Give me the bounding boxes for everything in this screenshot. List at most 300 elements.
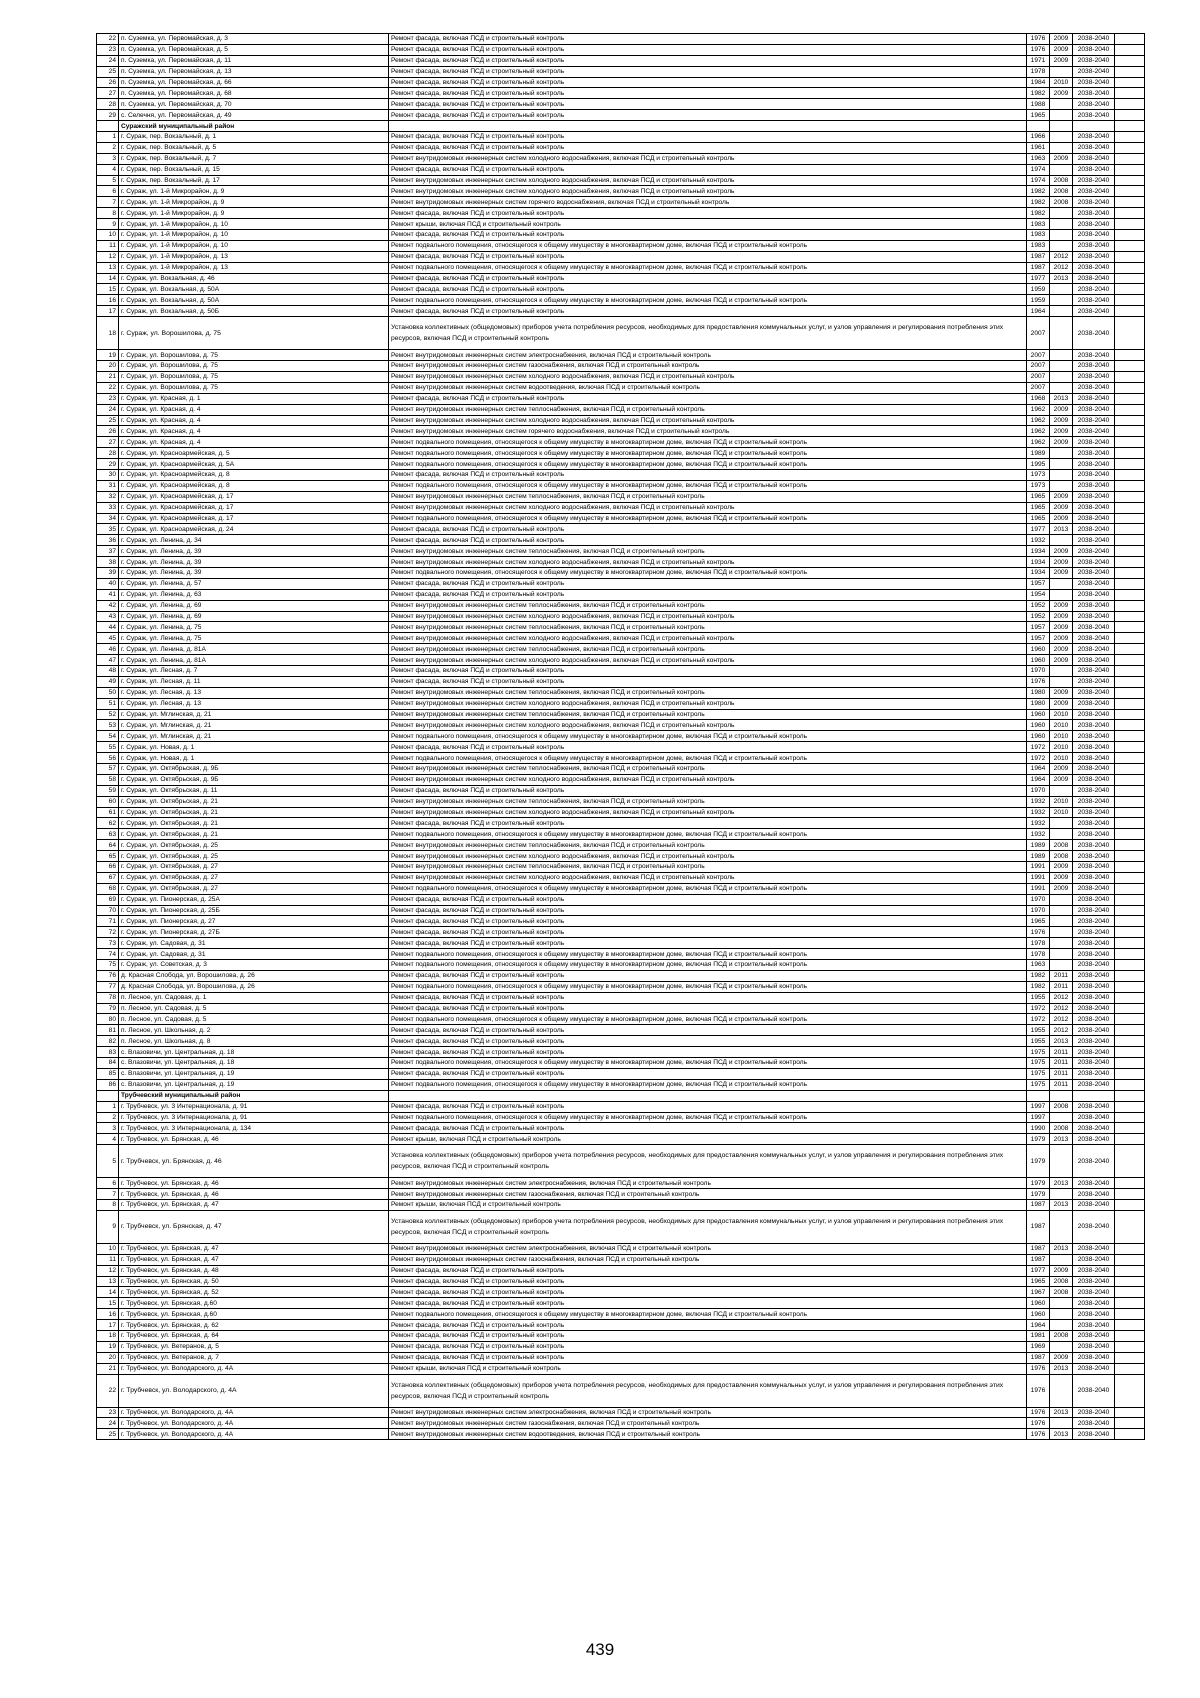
row-last-repair-year: 2011 (1050, 1079, 1073, 1090)
row-extra-cell (1115, 448, 1145, 459)
row-address: г. Сураж, ул. Пионерская, д. 27Б (119, 927, 389, 938)
row-number: 15 (97, 1298, 119, 1309)
row-build-year: 1962 (1027, 404, 1050, 415)
row-last-repair-year (1050, 1112, 1073, 1123)
row-build-year: 1982 (1027, 186, 1050, 197)
row-planned-period: 2038-2040 (1073, 415, 1115, 426)
table-row (97, 709, 1145, 720)
row-number: 29 (97, 459, 119, 470)
row-last-repair-year: 2008 (1050, 1101, 1073, 1112)
row-extra-cell (1115, 992, 1145, 1003)
row-build-year: 1959 (1027, 295, 1050, 306)
row-number: 23 (97, 44, 119, 55)
row-address: Трубчевский муниципальный район (119, 1090, 389, 1101)
section-row (97, 121, 1145, 132)
table-row (97, 1068, 1145, 1079)
row-extra-cell (1115, 1058, 1145, 1069)
row-build-year: 1983 (1027, 219, 1050, 230)
row-extra-cell (1115, 1189, 1145, 1200)
row-work-type: Ремонт внутридомовых инженерных систем холодного водоснабжения, включая ПСД и строительный контроль (389, 175, 1027, 186)
page-number: 439 (585, 1640, 615, 1659)
row-planned-period: 2038-2040 (1073, 1243, 1115, 1254)
row-last-repair-year: 2010 (1050, 807, 1073, 818)
row-work-type: Ремонт фасада, включая ПСД и строительный контроль (389, 110, 1027, 121)
table-row (97, 665, 1145, 676)
row-work-type: Ремонт крыши, включая ПСД и строительный контроль (389, 1199, 1027, 1210)
row-build-year (1027, 121, 1050, 132)
row-planned-period: 2038-2040 (1073, 502, 1115, 513)
row-address: г. Сураж, ул. Ворошилова, д. 75 (119, 382, 389, 393)
row-number: 9 (97, 219, 119, 230)
row-address: г. Сураж, ул. Ворошилова, д. 75 (119, 361, 389, 372)
table-row (97, 785, 1145, 796)
row-last-repair-year: 2010 (1050, 796, 1073, 807)
row-extra-cell (1115, 284, 1145, 295)
row-planned-period: 2038-2040 (1073, 1265, 1115, 1276)
table-row (97, 687, 1145, 698)
table-row (97, 55, 1145, 66)
row-build-year: 1976 (1027, 44, 1050, 55)
row-address: г. Сураж, пер. Вокзальный, д. 1 (119, 132, 389, 143)
table-row (97, 578, 1145, 589)
row-work-type: Ремонт фасада, включая ПСД и строительный контроль (389, 393, 1027, 404)
row-address: г. Сураж, ул. 1-й Микрорайон, д. 9 (119, 208, 389, 219)
row-work-type: Ремонт внутридомовых инженерных систем теплоснабжения, включая ПСД и строительный контроль (389, 622, 1027, 633)
row-build-year: 1976 (1027, 34, 1050, 45)
row-work-type: Ремонт фасада, включая ПСД и строительный контроль (389, 1068, 1027, 1079)
row-build-year: 1983 (1027, 240, 1050, 251)
row-extra-cell (1115, 709, 1145, 720)
row-extra-cell (1115, 1418, 1145, 1429)
row-work-type: Ремонт подвального помещения, относящегося к общему имуществу в многоквартирном доме, включая ПСД и строительный контроль (389, 448, 1027, 459)
row-number: 31 (97, 480, 119, 491)
row-extra-cell (1115, 600, 1145, 611)
row-build-year: 1932 (1027, 807, 1050, 818)
row-build-year: 1960 (1027, 709, 1050, 720)
row-extra-cell (1115, 796, 1145, 807)
row-number: 20 (97, 1352, 119, 1363)
row-address: г. Сураж, ул. Лесная, д. 11 (119, 676, 389, 687)
row-number: 54 (97, 731, 119, 742)
row-work-type: Ремонт фасада, включая ПСД и строительный контроль (389, 916, 1027, 927)
row-number: 44 (97, 622, 119, 633)
row-address: д. Красная Слобода, ул. Ворошилова, д. 26 (119, 981, 389, 992)
row-number: 3 (97, 153, 119, 164)
row-work-type: Ремонт фасада, включая ПСД и строительный контроль (389, 970, 1027, 981)
row-extra-cell (1115, 1134, 1145, 1145)
row-work-type: Ремонт подвального помещения, относящегося к общему имуществу в многоквартирном доме, включая ПСД и строительный контроль (389, 731, 1027, 742)
table-row (97, 1145, 1145, 1178)
table-row (97, 459, 1145, 470)
row-last-repair-year: 2012 (1050, 992, 1073, 1003)
row-work-type: Ремонт фасада, включая ПСД и строительный контроль (389, 676, 1027, 687)
table-row (97, 491, 1145, 502)
row-address: г. Трубчевск, ул. Брянская, д. 47 (119, 1199, 389, 1210)
row-number: 11 (97, 240, 119, 251)
table-row (97, 742, 1145, 753)
row-work-type: Ремонт внутридомовых инженерных систем холодного водоснабжения, включая ПСД и строительный контроль (389, 807, 1027, 818)
row-work-type: Ремонт внутридомовых инженерных систем холодного водоснабжения, включая ПСД и строительный контроль (389, 655, 1027, 666)
row-number: 74 (97, 949, 119, 960)
row-planned-period: 2038-2040 (1073, 142, 1115, 153)
row-address: п. Суземка, ул. Первомайская, д. 70 (119, 99, 389, 110)
row-planned-period: 2038-2040 (1073, 589, 1115, 600)
row-work-type: Ремонт фасада, включая ПСД и строительный контроль (389, 1047, 1027, 1058)
row-address: г. Сураж, ул. Ленина, д. 63 (119, 589, 389, 600)
row-extra-cell (1115, 807, 1145, 818)
row-address: г. Сураж, ул. Ворошилова, д. 75 (119, 371, 389, 382)
row-extra-cell (1115, 350, 1145, 361)
row-number: 46 (97, 644, 119, 655)
row-planned-period: 2038-2040 (1073, 251, 1115, 262)
row-build-year: 1981 (1027, 1330, 1050, 1341)
row-address: с. Влазовичи, ул. Центральная, д. 19 (119, 1079, 389, 1090)
table-row (97, 415, 1145, 426)
row-address: г. Сураж, ул. Ленина, д. 39 (119, 557, 389, 568)
row-planned-period: 2038-2040 (1073, 1101, 1115, 1112)
row-address: г. Сураж, ул. Ленина, д. 57 (119, 578, 389, 589)
row-build-year: 1963 (1027, 153, 1050, 164)
table-row (97, 1363, 1145, 1374)
row-planned-period: 2038-2040 (1073, 1036, 1115, 1047)
row-number: 60 (97, 796, 119, 807)
row-build-year: 1997 (1027, 1112, 1050, 1123)
row-extra-cell (1115, 164, 1145, 175)
row-build-year: 1975 (1027, 1047, 1050, 1058)
row-last-repair-year: 2009 (1050, 774, 1073, 785)
row-last-repair-year: 2013 (1050, 1199, 1073, 1210)
row-work-type: Ремонт фасада, включая ПСД и строительный контроль (389, 66, 1027, 77)
row-last-repair-year: 2013 (1050, 1363, 1073, 1374)
row-planned-period: 2038-2040 (1073, 1025, 1115, 1036)
row-planned-period: 2038-2040 (1073, 1047, 1115, 1058)
row-last-repair-year (1050, 1309, 1073, 1320)
row-extra-cell (1115, 110, 1145, 121)
row-extra-cell (1115, 960, 1145, 971)
row-work-type: Ремонт внутридомовых инженерных систем электроснабжения, включая ПСД и строительный контроль (389, 1243, 1027, 1254)
row-address: г. Трубчевск, ул. Брянская, д. 46 (119, 1189, 389, 1200)
row-number: 24 (97, 404, 119, 415)
row-build-year: 1966 (1027, 132, 1050, 143)
row-build-year: 1990 (1027, 1123, 1050, 1134)
row-work-type: Ремонт крыши, включая ПСД и строительный контроль (389, 1363, 1027, 1374)
row-planned-period: 2038-2040 (1073, 655, 1115, 666)
row-address: г. Сураж, ул. 1-й Микрорайон, д. 13 (119, 262, 389, 273)
row-build-year: 1962 (1027, 415, 1050, 426)
row-last-repair-year: 2012 (1050, 1025, 1073, 1036)
row-extra-cell (1115, 1036, 1145, 1047)
row-work-type: Ремонт внутридомовых инженерных систем электроснабжения, включая ПСД и строительный контроль (389, 1407, 1027, 1418)
row-last-repair-year (1050, 1254, 1073, 1265)
row-last-repair-year (1050, 916, 1073, 927)
table-row (97, 872, 1145, 883)
row-extra-cell (1115, 981, 1145, 992)
row-last-repair-year (1050, 960, 1073, 971)
row-address: г. Трубчевск, ул. 3 Интернационала, д. 91 (119, 1101, 389, 1112)
row-extra-cell (1115, 1265, 1145, 1276)
table-row (97, 633, 1145, 644)
row-number: 85 (97, 1068, 119, 1079)
row-last-repair-year: 2008 (1050, 851, 1073, 862)
table-row (97, 350, 1145, 361)
row-extra-cell (1115, 1352, 1145, 1363)
row-number: 76 (97, 970, 119, 981)
row-number: 15 (97, 284, 119, 295)
row-extra-cell (1115, 175, 1145, 186)
row-number: 48 (97, 665, 119, 676)
row-build-year: 1968 (1027, 393, 1050, 404)
row-planned-period: 2038-2040 (1073, 1429, 1115, 1440)
table-row (97, 1101, 1145, 1112)
row-address: г. Сураж, ул. Ленина, д. 34 (119, 535, 389, 546)
row-work-type: Ремонт внутридомовых инженерных систем теплоснабжения, включая ПСД и строительный контроль (389, 764, 1027, 775)
row-work-type: Ремонт фасада, включая ПСД и строительный контроль (389, 469, 1027, 480)
row-extra-cell (1115, 153, 1145, 164)
row-build-year: 1970 (1027, 894, 1050, 905)
row-work-type: Ремонт крыши, включая ПСД и строительный контроль (389, 1134, 1027, 1145)
row-build-year: 1982 (1027, 208, 1050, 219)
row-last-repair-year (1050, 1145, 1073, 1178)
row-work-type: Установка коллективных (общедомовых) приборов учета потребления ресурсов, необходимых для предоставления коммунальных услуг, и узлов управления и регулирования потребления этих ресурсов, включая ПСД и строительный контроль (389, 1210, 1027, 1243)
row-number: 43 (97, 611, 119, 622)
row-extra-cell (1115, 1210, 1145, 1243)
row-planned-period: 2038-2040 (1073, 872, 1115, 883)
table-row (97, 807, 1145, 818)
table-row (97, 251, 1145, 262)
document-sheet (96, 33, 1144, 1440)
row-extra-cell (1115, 720, 1145, 731)
row-build-year: 1957 (1027, 622, 1050, 633)
row-number: 67 (97, 872, 119, 883)
row-build-year: 1960 (1027, 1309, 1050, 1320)
row-extra-cell (1115, 1090, 1145, 1101)
row-build-year: 1965 (1027, 502, 1050, 513)
row-last-repair-year: 2009 (1050, 513, 1073, 524)
table-row (97, 611, 1145, 622)
row-address: г. Сураж, ул. Лесная, д. 7 (119, 665, 389, 676)
table-row (97, 1429, 1145, 1440)
row-last-repair-year: 2010 (1050, 709, 1073, 720)
table-row (97, 1047, 1145, 1058)
row-work-type: Ремонт фасада, включая ПСД и строительный контроль (389, 535, 1027, 546)
row-extra-cell (1115, 513, 1145, 524)
row-build-year: 1973 (1027, 480, 1050, 491)
table-row (97, 981, 1145, 992)
row-extra-cell (1115, 491, 1145, 502)
row-planned-period: 2038-2040 (1073, 1189, 1115, 1200)
row-extra-cell (1115, 1003, 1145, 1014)
row-build-year: 2007 (1027, 350, 1050, 361)
row-build-year: 1965 (1027, 491, 1050, 502)
table-row (97, 1014, 1145, 1025)
row-address: г. Сураж, ул. Красноармейская, д. 8 (119, 469, 389, 480)
row-last-repair-year: 2008 (1050, 186, 1073, 197)
row-address: г. Сураж, ул. Октябрьская, д. 27 (119, 883, 389, 894)
row-work-type: Ремонт фасада, включая ПСД и строительный контроль (389, 665, 1027, 676)
row-number: 26 (97, 426, 119, 437)
row-address: г. Сураж, ул. Красная, д. 4 (119, 404, 389, 415)
row-build-year: 1934 (1027, 546, 1050, 557)
row-work-type: Ремонт внутридомовых инженерных систем теплоснабжения, включая ПСД и строительный контроль (389, 840, 1027, 851)
row-extra-cell (1115, 1145, 1145, 1178)
row-planned-period: 2038-2040 (1073, 88, 1115, 99)
row-work-type: Ремонт внутридомовых инженерных систем холодного водоснабжения, включая ПСД и строительный контроль (389, 633, 1027, 644)
row-last-repair-year (1050, 121, 1073, 132)
row-number: 14 (97, 273, 119, 284)
row-last-repair-year: 2013 (1050, 1407, 1073, 1418)
row-extra-cell (1115, 132, 1145, 143)
table-row (97, 469, 1145, 480)
row-address: г. Сураж, ул. Ленина, д. 81А (119, 655, 389, 666)
row-work-type: Ремонт фасада, включая ПСД и строительный контроль (389, 230, 1027, 241)
row-planned-period: 2038-2040 (1073, 480, 1115, 491)
table-row (97, 77, 1145, 88)
row-last-repair-year: 2009 (1050, 546, 1073, 557)
row-address: г. Сураж, ул. Пионерская, д. 25Б (119, 905, 389, 916)
row-number: 56 (97, 753, 119, 764)
table-row (97, 546, 1145, 557)
row-address: г. Трубчевск, ул. Брянская, д. 50 (119, 1276, 389, 1287)
row-address: с. Влазовичи, ул. Центральная, д. 19 (119, 1068, 389, 1079)
row-work-type: Ремонт подвального помещения, относящегося к общему имуществу в многоквартирном доме, включая ПСД и строительный контроль (389, 567, 1027, 578)
row-extra-cell (1115, 698, 1145, 709)
row-extra-cell (1115, 731, 1145, 742)
row-work-type: Ремонт внутридомовых инженерных систем теплоснабжения, включая ПСД и строительный контроль (389, 862, 1027, 873)
row-last-repair-year: 2009 (1050, 872, 1073, 883)
table-row (97, 818, 1145, 829)
row-address: г. Сураж, пер. Вокзальный, д. 7 (119, 153, 389, 164)
row-extra-cell (1115, 197, 1145, 208)
row-work-type: Ремонт подвального помещения, относящегося к общему имуществу в многоквартирном доме, включая ПСД и строительный контроль (389, 1079, 1027, 1090)
row-extra-cell (1115, 306, 1145, 317)
table-row (97, 142, 1145, 153)
row-planned-period: 2038-2040 (1073, 764, 1115, 775)
row-build-year: 1970 (1027, 665, 1050, 676)
row-number: 18 (97, 1330, 119, 1341)
row-planned-period: 2038-2040 (1073, 513, 1115, 524)
row-extra-cell (1115, 1374, 1145, 1407)
row-build-year: 1965 (1027, 110, 1050, 121)
table-row (97, 557, 1145, 568)
row-planned-period: 2038-2040 (1073, 382, 1115, 393)
row-number: 11 (97, 1254, 119, 1265)
table-row (97, 862, 1145, 873)
row-planned-period: 2038-2040 (1073, 753, 1115, 764)
row-build-year: 1972 (1027, 742, 1050, 753)
row-last-repair-year: 2008 (1050, 1330, 1073, 1341)
row-last-repair-year (1050, 142, 1073, 153)
row-build-year: 1955 (1027, 1036, 1050, 1047)
row-build-year: 1957 (1027, 578, 1050, 589)
row-planned-period: 2038-2040 (1073, 197, 1115, 208)
table-row (97, 731, 1145, 742)
row-planned-period: 2038-2040 (1073, 1178, 1115, 1189)
row-build-year: 1979 (1027, 1145, 1050, 1178)
row-extra-cell (1115, 905, 1145, 916)
row-last-repair-year (1050, 132, 1073, 143)
table-row (97, 132, 1145, 143)
row-work-type: Ремонт внутридомовых инженерных систем горячего водоснабжения, включая ПСД и строительный контроль (389, 426, 1027, 437)
row-number: 37 (97, 546, 119, 557)
row-address: г. Сураж, ул. Советская, д. 3 (119, 960, 389, 971)
row-last-repair-year: 2009 (1050, 622, 1073, 633)
table-row (97, 284, 1145, 295)
row-number: 17 (97, 306, 119, 317)
row-work-type: Ремонт фасада, включая ПСД и строительный контроль (389, 1287, 1027, 1298)
row-last-repair-year: 2013 (1050, 1134, 1073, 1145)
row-address: г. Сураж, ул. 1-й Микрорайон, д. 10 (119, 240, 389, 251)
row-planned-period: 2038-2040 (1073, 970, 1115, 981)
row-extra-cell (1115, 295, 1145, 306)
row-last-repair-year: 2013 (1050, 524, 1073, 535)
row-number: 52 (97, 709, 119, 720)
table-row (97, 753, 1145, 764)
row-last-repair-year (1050, 578, 1073, 589)
row-planned-period: 2038-2040 (1073, 1014, 1115, 1025)
row-last-repair-year (1050, 665, 1073, 676)
row-address: г. Сураж, ул. Октябрьская, д. 25 (119, 840, 389, 851)
row-planned-period: 2038-2040 (1073, 1134, 1115, 1145)
row-last-repair-year (1050, 785, 1073, 796)
row-build-year: 1970 (1027, 905, 1050, 916)
table-row (97, 393, 1145, 404)
row-extra-cell (1115, 764, 1145, 775)
row-build-year: 1984 (1027, 77, 1050, 88)
row-number: 58 (97, 774, 119, 785)
row-work-type: Ремонт внутридомовых инженерных систем теплоснабжения, включая ПСД и строительный контроль (389, 644, 1027, 655)
row-extra-cell (1115, 851, 1145, 862)
row-last-repair-year: 2012 (1050, 251, 1073, 262)
row-planned-period: 2038-2040 (1073, 262, 1115, 273)
row-last-repair-year (1050, 894, 1073, 905)
row-address: г. Трубчевск, ул. Володарского, д. 4А (119, 1418, 389, 1429)
row-extra-cell (1115, 1363, 1145, 1374)
row-work-type: Ремонт подвального помещения, относящегося к общему имуществу в многоквартирном доме, включая ПСД и строительный контроль (389, 960, 1027, 971)
row-work-type: Ремонт подвального помещения, относящегося к общему имуществу в многоквартирном доме, включая ПСД и строительный контроль (389, 513, 1027, 524)
table-row (97, 262, 1145, 273)
row-planned-period: 2038-2040 (1073, 1374, 1115, 1407)
table-row (97, 175, 1145, 186)
row-address: г. Сураж, ул. 1-й Микрорайон, д. 9 (119, 197, 389, 208)
row-build-year: 1960 (1027, 644, 1050, 655)
table-row (97, 513, 1145, 524)
row-build-year: 1972 (1027, 1014, 1050, 1025)
row-planned-period: 2038-2040 (1073, 709, 1115, 720)
row-planned-period: 2038-2040 (1073, 350, 1115, 361)
row-number: 66 (97, 862, 119, 873)
row-work-type: Ремонт внутридомовых инженерных систем теплоснабжения, включая ПСД и строительный контроль (389, 687, 1027, 698)
row-planned-period: 2038-2040 (1073, 862, 1115, 873)
row-last-repair-year: 2009 (1050, 55, 1073, 66)
row-build-year: 1932 (1027, 818, 1050, 829)
row-extra-cell (1115, 1101, 1145, 1112)
table-row (97, 1036, 1145, 1047)
row-last-repair-year (1050, 295, 1073, 306)
row-planned-period: 2038-2040 (1073, 153, 1115, 164)
row-number: 26 (97, 77, 119, 88)
row-build-year: 1979 (1027, 1178, 1050, 1189)
row-build-year: 1952 (1027, 611, 1050, 622)
row-work-type: Ремонт фасада, включая ПСД и строительный контроль (389, 992, 1027, 1003)
row-address: п. Лесное, ул. Школьная, д. 2 (119, 1025, 389, 1036)
row-extra-cell (1115, 862, 1145, 873)
row-build-year: 1955 (1027, 992, 1050, 1003)
table-row (97, 230, 1145, 241)
row-number: 62 (97, 818, 119, 829)
row-number: 13 (97, 262, 119, 273)
row-extra-cell (1115, 382, 1145, 393)
row-build-year: 1964 (1027, 764, 1050, 775)
